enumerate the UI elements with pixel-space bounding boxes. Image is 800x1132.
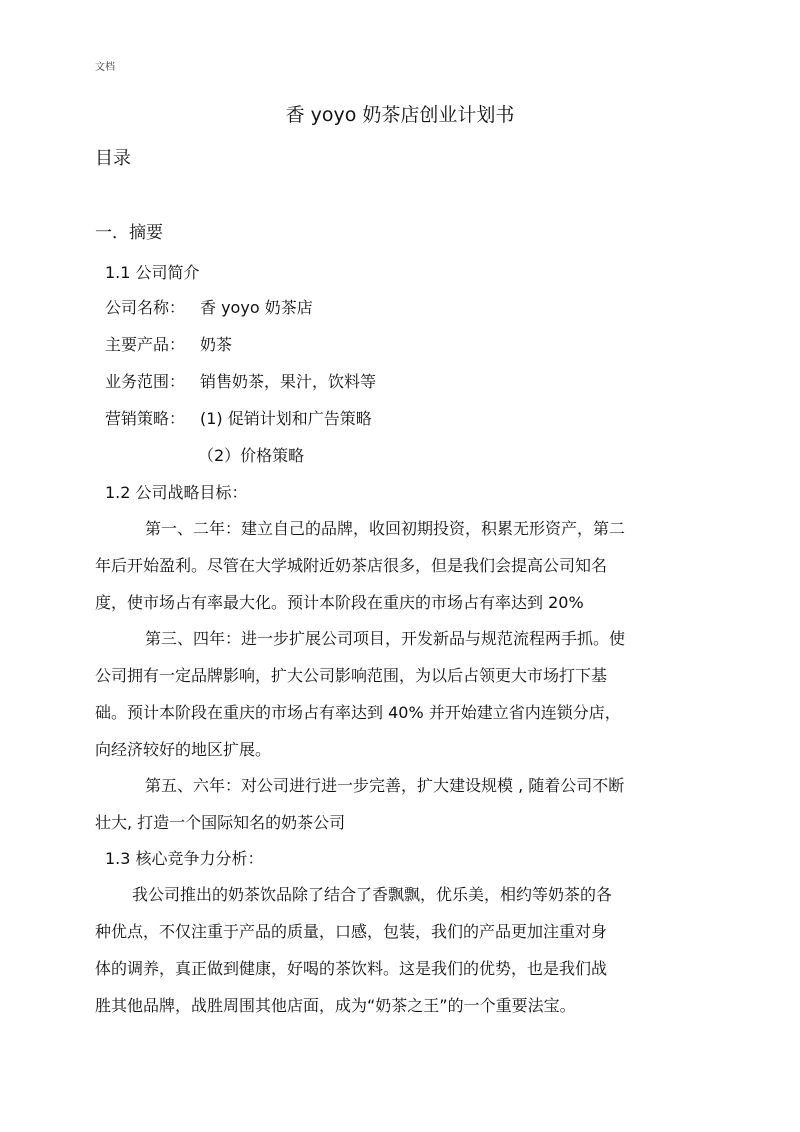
paragraph-line: 础。预计本阶段在重庆的市场占有率达到 40% 并开始建立省内连锁分店， <box>95 703 621 722</box>
strategy-item-2: （2）价格策略 <box>198 446 305 465</box>
paragraph-line: 体的调养，真正做到健康，好喝的茶饮料。这是我们的优势，也是我们战 <box>95 959 608 978</box>
field-value: 奶茶 <box>200 335 233 354</box>
field-label: 营销策略： <box>105 409 186 428</box>
section-heading-summary: 一．摘要 <box>95 223 163 243</box>
field-label: 主要产品： <box>105 335 186 354</box>
header-tag: 文档 <box>95 62 115 73</box>
field-main-product <box>105 332 232 355</box>
paragraph-line: 胜其他品牌，战胜周围其他店面，成为“奶茶之王”的一个重要法宝。 <box>95 996 576 1015</box>
subsection-heading-1-2: 1.2 公司战略目标： <box>105 483 248 502</box>
document-title: 香 yoyo 奶茶店创业计划书 <box>285 104 515 126</box>
paragraph-line: 向经济较好的地区扩展。 <box>95 740 272 759</box>
field-company-name <box>105 295 313 318</box>
field-label: 公司名称： <box>105 298 186 317</box>
subsection-heading-1-1: 1.1 公司简介 <box>105 263 200 282</box>
field-value: (1) 促销计划和广告策略 <box>200 409 372 428</box>
paragraph-line: 种优点，不仅注重于产品的质量，口感，包装，我们的产品更加注重对身 <box>95 922 608 941</box>
field-value: 香 yoyo 奶茶店 <box>200 298 313 317</box>
paragraph-line: 第三、四年：进一步扩展公司项目，开发新品与规范流程两手抓。使 <box>145 629 626 648</box>
paragraph-line: 我公司推出的奶茶饮品除了结合了香飘飘，优乐美，相约等奶茶的各 <box>132 885 613 904</box>
field-label: 业务范围： <box>105 372 186 391</box>
paragraph-line: 壮大, 打造一个国际知名的奶茶公司 <box>95 813 346 832</box>
field-business-scope <box>105 369 376 392</box>
field-marketing-strategy <box>105 406 372 429</box>
paragraph-line: 年后开始盈利。尽管在大学城附近奶茶店很多，但是我们会提高公司知名 <box>95 556 608 575</box>
toc-label: 目录 <box>95 148 131 169</box>
paragraph-line: 度，使市场占有率最大化。预计本阶段在重庆的市场占有率达到 20% <box>95 593 584 612</box>
paragraph-line: 第五、六年：对公司进行进一步完善，扩大建设规模 , 随着公司不断 <box>145 776 625 795</box>
field-value: 销售奶茶，果汁，饮料等 <box>200 372 377 391</box>
paragraph-line: 第一、二年：建立自己的品牌，收回初期投资，积累无形资产，第二 <box>145 519 626 538</box>
subsection-heading-1-3: 1.3 核心竞争力分析： <box>105 849 264 868</box>
paragraph-line: 公司拥有一定品牌影响，扩大公司影响范围，为以后占领更大市场打下基 <box>95 666 608 685</box>
